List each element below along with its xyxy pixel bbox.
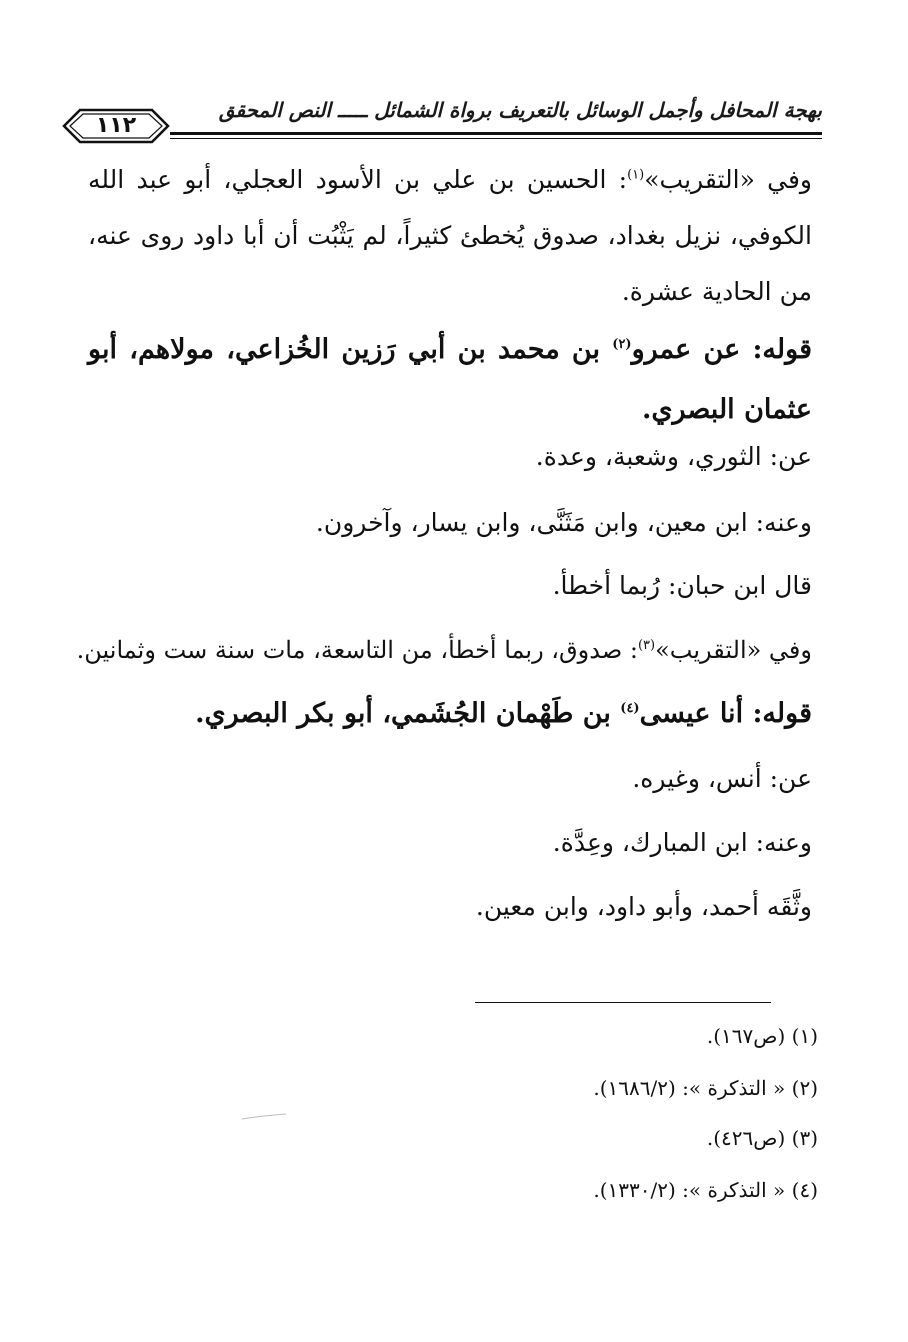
page-header <box>60 88 822 148</box>
footnote-4: (٤) « التذكرة »: (١٣٣٠/٢). <box>593 1178 818 1202</box>
line-wa-anhu-mubarak: وعنه: ابن المبارك، وعِدَّة. <box>552 828 812 857</box>
line-an-anas: عن: أنس، وغيره. <box>632 764 812 793</box>
footnote-separator <box>475 1002 771 1003</box>
heading-text-rest: بن محمد بن أبي رَزين الخُزاعي، مولاهم، أبو عثمان البصري. <box>88 334 812 425</box>
footnote-ref: (٤) <box>620 701 640 716</box>
line-wathaqahu: وثَّقَه أحمد، وأبو داود، وابن معين. <box>475 892 812 921</box>
header-rule <box>170 132 822 135</box>
page-number: ١١٢ <box>95 113 137 138</box>
header-rule-thin <box>170 138 822 139</box>
scan-smudge <box>240 1112 288 1122</box>
line-wa-anhu: وعنه: ابن معين، وابن مَثَنَّى، وابن يسار، وآخرون. <box>315 508 812 537</box>
footnote-ref: (٢) <box>612 337 632 352</box>
heading-qawluh-isa <box>195 698 812 729</box>
line-taqrib-2 <box>77 636 812 664</box>
paragraph-qawluh-amr <box>88 320 812 440</box>
paragraph-taqrib-1 <box>88 152 812 320</box>
line-an: عن: الثوري، وشعبة، وعدة. <box>535 442 812 471</box>
footnote-3: (٣) (ص٤٢٦). <box>706 1126 818 1150</box>
footnote-1: (١) (ص١٦٧). <box>706 1024 818 1048</box>
line-ibn-hibban: قال ابن حبان: رُبما أخطأ. <box>552 571 812 600</box>
paragraph-text-start: وفي «التقريب» <box>644 165 812 194</box>
paragraph-text-rest: : الحسين بن علي بن الأسود العجلي، أبو عبد الله الكوفي، نزيل بغداد، صدوق يُخطئ كثيراً، لم يَثْبُت أن أبا داود روى عنه، من الحادية عشرة. <box>88 165 812 306</box>
heading-text-start: قوله: أنا عيسى <box>639 698 812 729</box>
line-text-rest: : صدوق، ربما أخطأ، من التاسعة، مات سنة ست وثمانين. <box>76 636 638 664</box>
footnote-ref: (٣) <box>637 638 656 653</box>
running-title: بهجة المحافل وأجمل الوسائل بالتعريف برواة الشمائل ـــــ النص المحقق <box>218 98 822 122</box>
footnote-ref: (١) <box>627 167 645 183</box>
page-number-badge <box>60 106 172 146</box>
line-text-start: وفي «التقريب» <box>655 636 812 664</box>
heading-text-start: قوله: عن عمرو <box>631 334 812 365</box>
footnote-2: (٢) « التذكرة »: (١٦٨٦/٢). <box>593 1076 818 1100</box>
heading-text-rest: بن طَهْمان الجُشَمي، أبو بكر البصري. <box>195 698 621 729</box>
